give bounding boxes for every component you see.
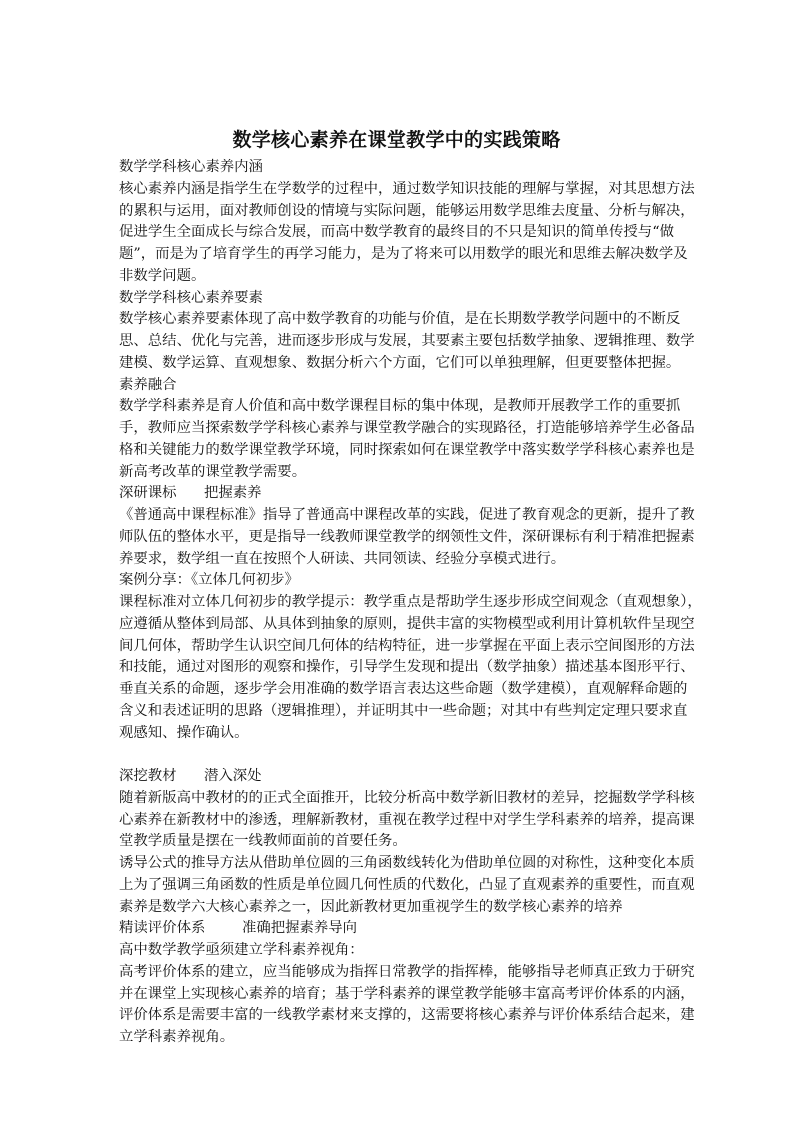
paragraph-line: 立学科素养视角。 xyxy=(119,1029,235,1045)
section-heading: 数学学科核心素养内涵 xyxy=(119,159,263,175)
section-heading: 案例分享：《立体几何初步》 xyxy=(119,572,299,589)
paragraph xyxy=(119,592,702,744)
paragraph xyxy=(119,962,695,1049)
paragraph-line: 并在课堂上实现核心素养的培育；基于学科素养的课堂教学能够丰富高考评价体系的内涵， xyxy=(119,985,695,1002)
paragraph-line: 课程标准对立体几何初步的教学提示：教学重点是帮助学生逐步形成空间观念（直观想象）， xyxy=(119,594,702,610)
paragraph-line: 格和关键能力的数学课堂教学环境，同时探索如何在课堂教学中落实数学学科核心素养也是 xyxy=(119,441,695,458)
paragraph-line: 养要求，数学组一直在按照个人研读、共同领读、经验分享模式进行。 xyxy=(119,550,566,567)
document-body xyxy=(119,157,702,1049)
paragraph xyxy=(119,788,695,853)
section-heading: 数学学科核心素养要素 xyxy=(119,289,263,306)
blank-line xyxy=(119,744,674,766)
paragraph-line: 评价体系是需要丰富的一线教学素材来支撑的，这需要将核心素养与评价体系结合起来，建 xyxy=(119,1007,695,1024)
paragraph-line: 垂直关系的命题，逐步学会用准确的数学语言表达这些命题（数学建模），直观解释命题的 xyxy=(119,681,688,697)
paragraph-line: 心素养在新教材中的渗透，理解新教材，重视在教学过程中对学生学科素养的培养，提高课 xyxy=(119,811,695,828)
paragraph-line: 新高考改革的课堂教学需要。 xyxy=(119,463,307,480)
section-heading: 精读评价体系 准确把握素养导向 xyxy=(119,920,358,937)
paragraph-line: 堂教学质量是摆在一线教师面前的首要任务。 xyxy=(119,833,407,850)
paragraph xyxy=(119,309,695,374)
paragraph-line: 促进学生全面成长与综合发展，而高中数学教育的最终目的不只是知识的简单传授与“做 xyxy=(119,224,674,241)
paragraph xyxy=(119,505,695,570)
section-heading: 高中数学教学亟须建立学科素养视角： xyxy=(119,942,364,958)
paragraph-line: 的累积与运用，面对教师创设的情境与实际问题，能够运用数学思维去度量、分析与解决， xyxy=(119,202,695,219)
paragraph-line: 数学学科素养是育人价值和高中数学课程目标的集中体现，是教师开展教学工作的重要抓 xyxy=(119,398,681,415)
paragraph-line: 应遵循从整体到局部、从具体到抽象的原则，提供丰富的实物模型或利用计算机软件呈现空 xyxy=(119,615,695,632)
paragraph xyxy=(119,396,695,483)
paragraph-line: 高考评价体系的建立，应当能够成为指挥日常教学的指挥棒，能够指导老师真正致力于研究 xyxy=(119,963,695,980)
paragraph-line: 随着新版高中教材的的正式全面推开，比较分析高中数学新旧教材的差异，挖掘数学学科核 xyxy=(119,789,695,806)
paragraph-line: 和技能，通过对图形的观察和操作，引导学生发现和提出（数学抽象）描述基本图形平行、 xyxy=(119,659,695,676)
paragraph-line: 素养是数学六大核心素养之一，因此新教材更加重视学生的数学核心素养的培养 xyxy=(119,898,623,915)
paragraph-line: 含义和表述证明的思路（逻辑推理），并证明其中一些命题；对其中有些判定定理只要求直 xyxy=(119,702,688,719)
paragraph-line: 建模、数学运算、直观想象、数据分析六个方面，它们可以单独理解，但更要整体把握。 xyxy=(119,354,681,371)
section-heading: 深挖教材 潜入深处 xyxy=(119,768,262,784)
paragraph-line: 《普通高中课程标准》指导了普通高中课程改革的实践，促进了教育观念的更新，提升了教 xyxy=(119,507,695,523)
paragraph-line: 上为了强调三角函数的性质是单位圆几何性质的代数化，凸显了直观素养的重要性，而直观 xyxy=(119,876,695,893)
paragraph-line: 观感知、操作确认。 xyxy=(119,724,249,741)
paragraph-line: 非数学问题。 xyxy=(119,267,206,284)
section-heading: 深研课标 把握素养 xyxy=(119,485,262,502)
paragraph-line: 手，教师应当探索数学学科核心素养与课堂教学融合的实现路径，打造能够培养学生必备品 xyxy=(119,420,695,436)
paragraph xyxy=(119,179,695,288)
section-heading: 素养融合 xyxy=(119,376,177,393)
paragraph-line: 师队伍的整体水平，更是指导一线教师课堂教学的纲领性文件，深研课标有利于精准把握素 xyxy=(119,528,695,545)
paragraph xyxy=(119,853,695,918)
paragraph-line: 数学核心素养要素体现了高中数学教育的功能与价值，是在长期数学教学问题中的不断反 xyxy=(119,311,681,328)
paragraph-line: 题”，而是为了培育学生的再学习能力，是为了将来可以用数学的眼光和思维去解决数学及 xyxy=(119,246,688,262)
paragraph-line: 核心素养内涵是指学生在学数学的过程中，通过数学知识技能的理解与掌握，对其思想方法 xyxy=(119,180,695,197)
paragraph-line: 思、总结、优化与完善，进而逐步形成与发展，其要素主要包括数学抽象、逻辑推理、数学 xyxy=(119,333,695,349)
paragraph-line: 诱导公式的推导方法从借助单位圆的三角函数线转化为借助单位圆的对称性，这种变化本质 xyxy=(119,855,695,871)
document-title: 数学核心素养在课堂教学中的实践策略 xyxy=(232,129,561,151)
paragraph-line: 间几何体，帮助学生认识空间几何体的结构特征，进一步掌握在平面上表示空间图形的方法 xyxy=(119,637,695,654)
